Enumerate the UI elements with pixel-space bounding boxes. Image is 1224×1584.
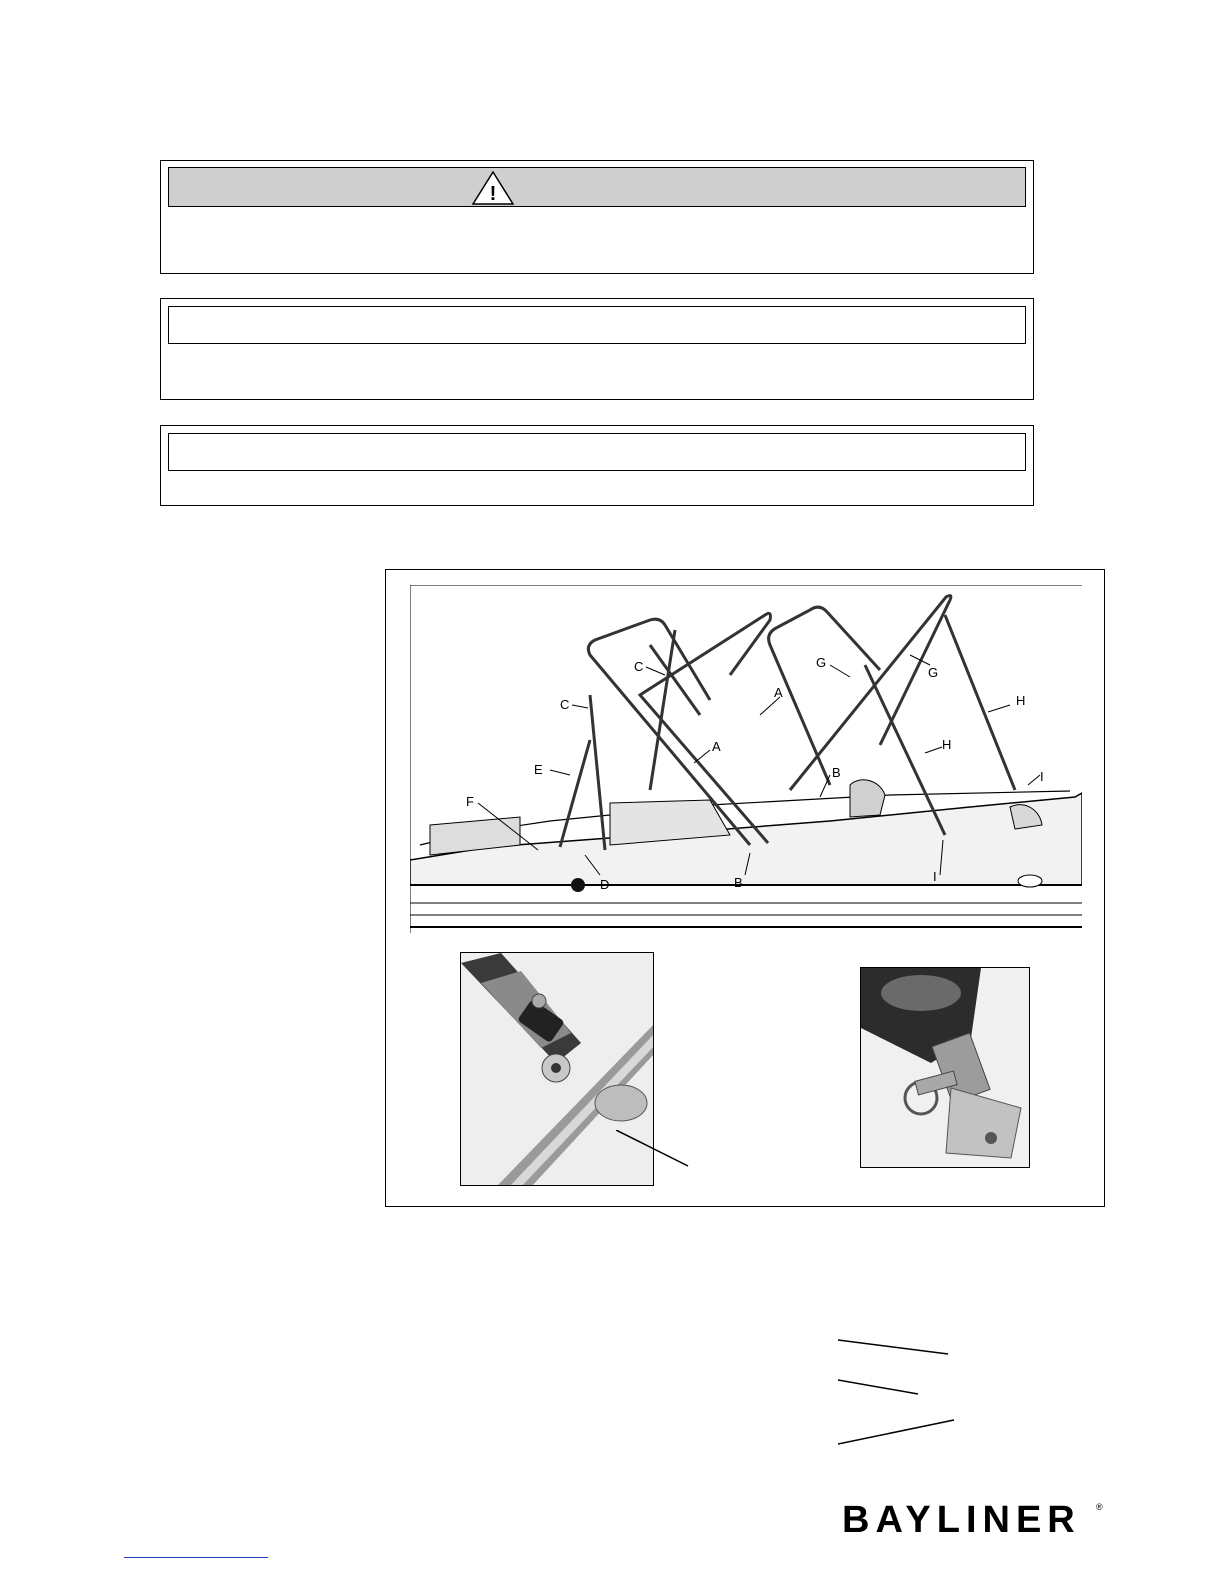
- bayliner-logo-mark: ®: [1096, 1502, 1103, 1512]
- swivel-clamp-leader: [616, 1130, 696, 1180]
- bayliner-logo-text: BAYLINER: [842, 1499, 1081, 1538]
- footer-link-underline[interactable]: [124, 1557, 268, 1558]
- notice-header: [168, 306, 1026, 344]
- deck-hinge-photo: [860, 967, 1030, 1168]
- callout-g-left: G: [816, 655, 827, 670]
- warning-header: [168, 167, 1026, 207]
- callout-h-lower: H: [942, 737, 952, 752]
- warning-triangle-icon: [471, 170, 515, 206]
- callout-h-upper: H: [1016, 693, 1026, 708]
- callout-b-upper: B: [832, 765, 841, 780]
- svg-text:!: !: [489, 183, 497, 205]
- note-header: [168, 433, 1026, 471]
- callout-d: D: [600, 877, 610, 892]
- bayliner-logo: [842, 1498, 1112, 1538]
- callout-i-lower: I: [933, 869, 937, 884]
- callout-i-upper: I: [1040, 769, 1044, 784]
- callout-g-right: G: [928, 665, 939, 680]
- deck-hinge-image: [861, 968, 1030, 1168]
- callout-c-left: C: [560, 697, 570, 712]
- callout-b-lower: B: [734, 875, 743, 890]
- callout-f: F: [466, 794, 474, 809]
- deck-hinge-leaders: [838, 1336, 958, 1456]
- note-box: [160, 425, 1034, 506]
- callout-e: E: [534, 762, 543, 777]
- warning-box: [160, 160, 1034, 274]
- bimini-top-diagram: [410, 585, 1082, 933]
- figure-frame: [385, 569, 1105, 1207]
- callout-c-mid: C: [634, 659, 644, 674]
- notice-box: [160, 298, 1034, 400]
- callout-a-lower: A: [712, 739, 721, 754]
- callout-a-upper: A: [774, 685, 783, 700]
